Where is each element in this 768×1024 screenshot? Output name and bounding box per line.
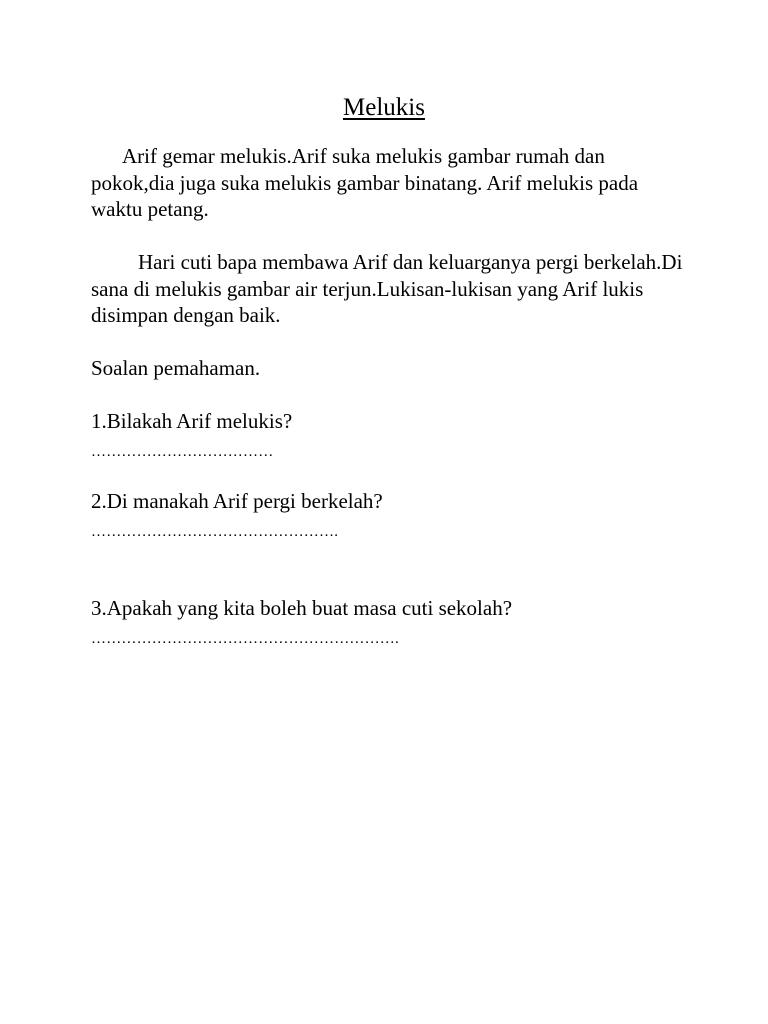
answer-line-2: …………………………………………. (91, 524, 339, 540)
answer-line-3: ……………………………………………………. (91, 631, 399, 647)
section-heading: Soalan pemahaman. (91, 356, 261, 380)
question-1: 1.Bilakah Arif melukis? (91, 409, 293, 433)
story-paragraph-2: Hari cuti bapa membawa Arif dan keluarganya pergi berkelah.Di sana di melukis gambar air terjun.Lukisan-lukisan yang Arif lukis disimpan dengan baik. (91, 250, 683, 327)
question-2: 2.Di manakah Arif pergi berkelah? (91, 489, 383, 513)
question-3: 3.Apakah yang kita boleh buat masa cuti sekolah? (91, 596, 513, 620)
story-paragraph-1: Arif gemar melukis.Arif suka melukis gambar rumah dan pokok,dia juga suka melukis gambar binatang. Arif melukis pada waktu petang. (91, 144, 639, 221)
page-title: Melukis (343, 94, 425, 121)
answer-line-1: ……………………………… (91, 444, 274, 460)
